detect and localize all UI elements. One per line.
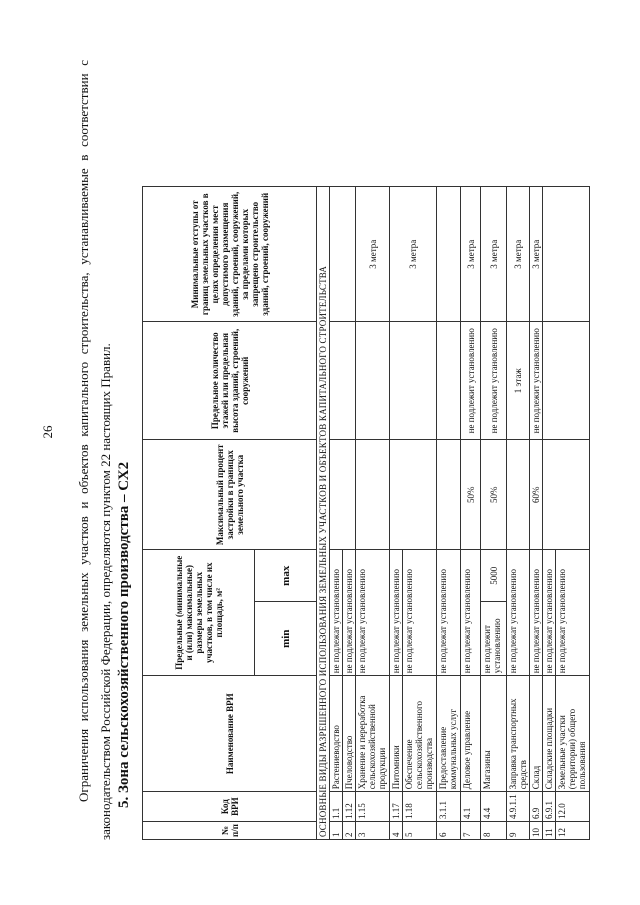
row-code: 4.9.1.1 [507,792,530,822]
row-num: 5 [403,822,437,840]
row-name: Обеспечение сельскохозяйственного производства [403,676,437,792]
table-row [530,187,543,840]
intro-paragraph: Ограничения использования земельных участков и объектов капитального строительства, устанавливаемые в соответствии с законодательством Российской Федерации, определяются пунктом 22 настоящих Правил. [76,60,113,840]
row-code: 12.0 [556,792,590,822]
row-area: не подлежат установлению [530,550,543,676]
row-code: 1.1 [330,792,343,822]
header-max: max [255,550,317,602]
row-coverage [330,440,356,550]
row-floors [390,322,437,440]
row-area-min: не подлежит установлению [481,602,507,676]
row-num: 12 [556,822,590,840]
row-coverage [543,440,590,550]
header-name: Наименование ВРИ [143,676,317,792]
table-body [330,187,590,840]
row-floors [437,322,461,440]
row-area: не подлежат установлению [356,550,390,676]
row-floors: 1 этаж [507,322,530,440]
row-setback: 3 метра [461,187,481,322]
header-coverage: Максимальный процент застройки в границах земельного участка [143,440,317,550]
table-row [543,187,556,840]
row-floors: не подлежит установлению [481,322,507,440]
row-area-max: 5000 [481,550,507,602]
row-code: 3.1.1 [437,792,461,822]
section-title: ОСНОВНЫЕ ВИДЫ РАЗРЕШЕННОГО ИСПОЛЬЗОВАНИЯ ЗЕМЕЛЬНЫХ УЧАСТКОВ И ОБЪЕКТОВ КАПИТАЛЬНОГО СТРОИТЕЛЬСТВА [317,187,330,840]
row-name: Растениеводство [330,676,343,792]
row-area: не подлежат установлению [330,550,343,676]
row-num: 7 [461,822,481,840]
header-setback: Минимальные отступы от границ земельных участков в целях определения мест допустимого размещения зданий, строений, сооружений, за пределами которых запрещено строительство зданий, строений, сооружений [143,187,317,322]
row-name: Склад [530,676,543,792]
row-setback [437,187,461,322]
row-floors [543,322,590,440]
row-name: Заправка транспортных средств [507,676,530,792]
row-code: 1.15 [356,792,390,822]
table-row [437,187,461,840]
row-name: Деловое управление [461,676,481,792]
row-coverage: 50% [481,440,507,550]
page-number: 26 [40,425,55,439]
row-area: не подлежат установлению [461,550,481,676]
row-name: Складские площадки [543,676,556,792]
header-code: Код ВРИ [143,792,317,822]
row-name: Хранение и переработка сельскохозяйственной продукции [356,676,390,792]
row-coverage [437,440,461,550]
table-row [461,187,481,840]
row-num: 2 [343,822,356,840]
row-setback: 3 метра [390,187,437,322]
row-coverage: 50% [461,440,481,550]
row-coverage [390,440,437,550]
regulations-table [142,186,590,840]
row-area: не подлежат установлению [343,550,356,676]
row-floors: не подлежит установлению [461,322,481,440]
row-name: Земельные участки (территории) общего пользования [556,676,590,792]
row-name: Питомники [390,676,403,792]
row-area: не подлежат установлению [507,550,530,676]
rotated-page-content [30,30,590,880]
row-code: 1.17 [390,792,403,822]
zone-title: 5. Зона сельскохозяйственного производства – СХ2 [116,461,132,808]
row-setback: 3 метра [356,187,390,322]
row-floors: не подлежит установлению [530,322,543,440]
row-area: не подлежат установлению [403,550,437,676]
table-row [481,187,507,840]
row-setback: 3 метра [507,187,530,322]
table-row [356,187,390,840]
row-num: 8 [481,822,507,840]
row-code: 4.1 [461,792,481,822]
row-name: Предоставление коммунальных услуг [437,676,461,792]
header-area: Предельные (минимальные и (или) максимальные) размеры земельных участков, в том числе их площадь, м² [143,550,255,676]
header-floors: Предельное количество этажей или предельная высота зданий, строений, сооружений [143,322,317,440]
header-num: № п/п [143,822,317,840]
row-code: 1.18 [403,792,437,822]
row-num: 4 [390,822,403,840]
row-setback: 3 метра [530,187,543,322]
row-num: 10 [530,822,543,840]
row-coverage [507,440,530,550]
table-row [507,187,530,840]
row-coverage [356,440,390,550]
row-setback [543,187,590,322]
row-code: 6.9.1 [543,792,556,822]
row-area: не подлежат установлению [437,550,461,676]
row-num: 3 [356,822,390,840]
row-code: 1.12 [343,792,356,822]
row-name: Магазины [481,676,507,792]
table-row [390,187,403,840]
row-num: 9 [507,822,530,840]
table-row [330,187,343,840]
row-setback [330,187,356,322]
row-code: 4.4 [481,792,507,822]
row-area: не подлежат установлению [543,550,556,676]
row-setback: 3 метра [481,187,507,322]
row-num: 11 [543,822,556,840]
row-floors [330,322,356,440]
row-area: не подлежат установлению [390,550,403,676]
row-floors [356,322,390,440]
row-num: 6 [437,822,461,840]
row-name: Пчеловодство [343,676,356,792]
row-coverage: 60% [530,440,543,550]
header-min: min [255,602,317,676]
row-num: 1 [330,822,343,840]
row-area: не подлежат установлению [556,550,590,676]
row-code: 6.9 [530,792,543,822]
